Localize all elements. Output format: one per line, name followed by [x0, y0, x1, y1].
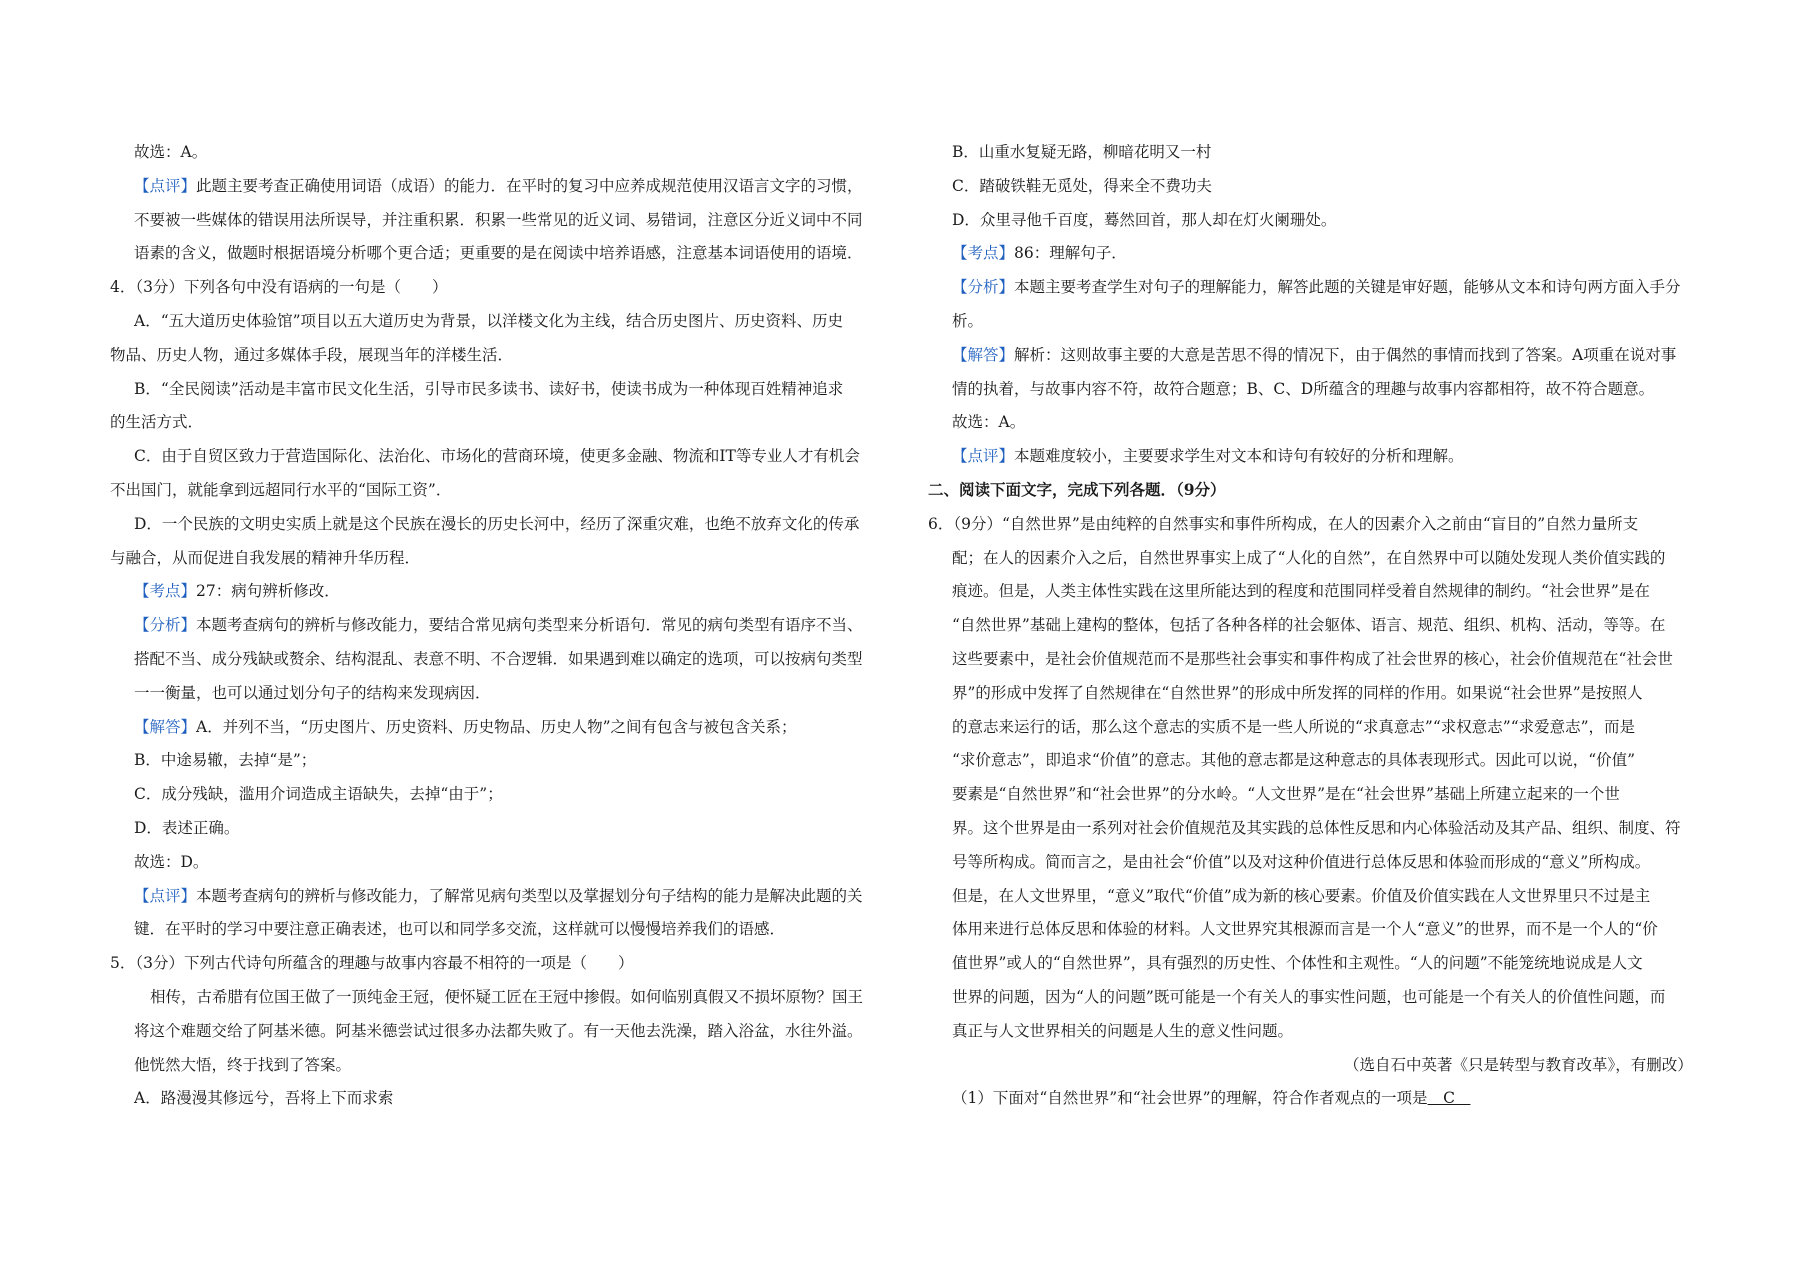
line-text: 的意志来运行的话，那么这个意志的实质不是一些人所说的“求真意志”“求权意志”“求爱意志”，而是: [952, 717, 1636, 736]
line-text: 语素的含义，做题时根据语境分析哪个更合适；更重要的是在阅读中培养语感，注意基本词语使用的语境．: [134, 244, 863, 263]
line-text: 27：病句辨析修改．: [196, 582, 340, 601]
line-text: D．表述正确。: [134, 819, 240, 837]
section-tag: 【解答】: [952, 345, 1015, 364]
line-text: 真正与人文世界相关的问题是人生的意义性问题。: [952, 1021, 1294, 1040]
line-text: 本题主要考查学生对句子的理解能力，解答此题的关键是审好题，能够从文本和诗句两方面入手分: [1014, 278, 1681, 297]
left-text-line: [134, 581, 340, 601]
line-text: A．并列不当，“历史图片、历史资料、历史物品、历史人物”之间有包含与被包含关系；: [196, 717, 797, 736]
line-text: 他恍然大悟，终于找到了答案。: [134, 1055, 352, 1074]
right-text-line: [952, 886, 1650, 906]
section-tag: 【考点】: [134, 582, 197, 601]
line-text: 世界的问题，因为“人的问题”既可能是一个有关人的事实性问题，也可能是一个有关人的价值性问题，而: [952, 988, 1666, 1006]
right-text-line: [952, 987, 1665, 1007]
line-text: 故选：A。: [952, 413, 1026, 432]
left-text-line: [134, 446, 860, 466]
line-text: 搭配不当、成分残缺或赘余、结构混乱、表意不明、不合逻辑．如果遇到难以确定的选项，可以按病句类型: [134, 650, 863, 668]
line-text: 二、阅读下面文字，完成下列各题．（9分）: [928, 480, 1226, 499]
left-text-line: [134, 1021, 863, 1041]
line-text: C．踏破铁鞋无觅处，得来全不费功夫: [952, 176, 1212, 195]
left-text-line: [134, 649, 863, 669]
line-text: B．中途易辙，去掉“是”；: [134, 751, 317, 770]
line-text: 本题考查病句的辨析与修改能力，了解常见病句类型以及掌握划分句子结构的能力是解决此题的关: [196, 886, 863, 905]
line-text: C．成分残缺，滥用介词造成主语缺失，去掉“由于”；: [134, 785, 503, 804]
left-text-line: [134, 750, 316, 770]
answer-blank: C: [1427, 1089, 1471, 1108]
right-text-line: [952, 581, 1650, 601]
section-tag: 【考点】: [952, 244, 1015, 263]
section-tag: 【点评】: [134, 886, 197, 905]
left-text-line: [134, 784, 503, 804]
left-text-line: [134, 615, 863, 635]
line-text: 5．（3分）下列古代诗句所蕴含的理趣与故事内容最不相符的一项是（ ）: [110, 954, 634, 973]
left-text-line: [134, 1055, 351, 1075]
line-text: 析。: [952, 312, 984, 330]
right-text-line: [952, 277, 1681, 297]
left-text-line: [134, 210, 863, 230]
line-text: 物品、历史人物，通过多媒体手段，展现当年的洋楼生活．: [110, 345, 514, 364]
right-text-line: [952, 345, 1676, 365]
left-text-line: [134, 683, 491, 703]
right-text-line: [952, 615, 1665, 635]
right-text-line: [1344, 1055, 1693, 1075]
line-text: 4．（3分）下列各句中没有语病的一句是（ ）: [110, 278, 448, 297]
line-text: D．一个民族的文明史实质上就是这个民族在漫长的历史长河中，经历了深重灾难，也绝不放弃文化的传承: [134, 514, 860, 533]
line-text: 与融合，从而促进自我发展的精神升华历程．: [110, 548, 421, 567]
line-text: （1）下面对“自然世界”和“社会世界”的理解，符合作者观点的一项是: [952, 1089, 1428, 1108]
line-text: 故选：A。: [134, 143, 208, 161]
line-text: “自然世界”基础上建构的整体，包括了各种各样的社会躯体、语言、规范、组织、机构、活动，等等。在: [952, 616, 1666, 635]
right-text-line: [952, 649, 1673, 669]
line-text: 号等所构成。简而言之，是由社会“价值”以及对这种价值进行总体反思和体验而形成的“意义”所构成。: [952, 852, 1651, 871]
right-text-line: [952, 142, 1211, 162]
line-text: 将这个难题交给了阿基米德。阿基米德尝试过很多办法都失败了。有一天他去洗澡，踏入浴盆，水往外溢。: [134, 1021, 863, 1040]
right-text-line: [952, 311, 983, 331]
right-text-line: [952, 379, 1654, 399]
line-text: 不出国门，就能拿到远超同行水平的“国际工资”．: [110, 481, 452, 499]
left-text-line: [110, 412, 203, 432]
right-text-line: [952, 1088, 1470, 1108]
right-text-line: [952, 446, 1464, 466]
left-text-line: [134, 176, 863, 196]
line-text: 故选：D。: [134, 852, 209, 871]
right-text-line: [952, 953, 1643, 973]
line-text: 体用来进行总体反思和体验的材料。人文世界究其根源而言是一个人“意义”的世界，而不是一个人的“价: [952, 920, 1658, 939]
line-text: “求价意志”，即追求“价值”的意志。其他的意志都是这种意志的具体表现形式。因此可以说，“价值”: [952, 751, 1636, 770]
left-text-line: [134, 142, 207, 162]
left-text-line: [134, 886, 863, 906]
left-text-line: [134, 311, 843, 331]
right-text-line: [952, 548, 1665, 568]
line-text: 本题难度较小，主要要求学生对文本和诗句有较好的分析和理解。: [1014, 447, 1464, 466]
line-text: 界”的形成中发挥了自然规律在“自然世界”的形成中所发挥的同样的作用。如果说“社会世界”是按照人: [952, 683, 1643, 702]
left-text-line: [134, 852, 208, 872]
line-text: 要素是“自然世界”和“社会世界”的分水岭。“人文世界”是在“社会世界”基础上所建立起来的一个世: [952, 785, 1620, 804]
left-text-line: [134, 243, 863, 263]
line-text: C．由于自贸区致力于营造国际化、法治化、市场化的营商环境，使更多金融、物流和IT等专业人才有机会: [134, 447, 860, 466]
line-text: 但是，在人文世界里，“意义”取代“价值”成为新的核心要素。价值及价值实践在人文世界里只不过是主: [952, 886, 1651, 905]
section-tag: 【解答】: [134, 717, 197, 736]
line-text: 86：理解句子．: [1014, 244, 1127, 263]
left-text-line: [134, 514, 859, 534]
left-text-line: [110, 345, 513, 365]
line-text: A．路漫漫其修远兮，吾将上下而求索: [134, 1089, 394, 1108]
left-text-line: [150, 987, 863, 1007]
line-text: 情的执着，与故事内容不符，故符合题意；B、C、D所蕴含的理趣与故事内容都相符，故不符合题意。: [952, 379, 1655, 398]
left-text-line: [134, 717, 797, 737]
right-text-line: [952, 683, 1643, 703]
right-text-line: [952, 784, 1620, 804]
line-text: 痕迹。但是，人类主体性实践在这里所能达到的程度和范围同样受着自然规律的制约。“社会世界”是在: [952, 582, 1650, 601]
line-text: A．“五大道历史体验馆”项目以五大道历史为背景，以洋楼文化为主线，结合历史图片、历史资料、历史: [134, 312, 844, 330]
line-text: 这些要素中，是社会价值规范而不是那些社会事实和事件构成了社会世界的核心，社会价值规范在“社会世: [952, 650, 1673, 668]
line-text: （选自石中英著《只是转型与教育改革》，有删改）: [1344, 1055, 1693, 1074]
left-text-line: [134, 1088, 393, 1108]
section-tag: 【点评】: [952, 447, 1015, 466]
right-text-line: [952, 176, 1212, 196]
left-text-line: [110, 953, 633, 973]
line-text: 解析：这则故事主要的大意是苦思不得的情况下，由于偶然的事情而找到了答案。A项重在说对事: [1014, 345, 1677, 364]
right-text-line: [952, 210, 1336, 230]
left-text-line: [134, 379, 843, 399]
left-text-line: [134, 919, 785, 939]
right-text-line: [952, 412, 1025, 432]
right-text-line: [952, 852, 1650, 872]
section-tag: 【分析】: [134, 616, 197, 635]
line-text: 界。这个世界是由一系列对社会价值规范及其实践的总体性反思和内心体验活动及其产品、组织、制度、符: [952, 819, 1681, 837]
right-text-line: [952, 919, 1658, 939]
line-text: 一一衡量，也可以通过划分句子的结构来发现病因．: [134, 683, 491, 702]
section-tag: 【分析】: [952, 278, 1015, 297]
right-text-line: [928, 514, 1638, 534]
line-text: 6．（9分）“自然世界”是由纯粹的自然事实和事件所构成，在人的因素介入之前由“盲目的”自然力量所支: [928, 514, 1639, 533]
line-text: 键．在平时的学习中要注意正确表述，也可以和同学多交流，这样就可以慢慢培养我们的语感．: [134, 920, 786, 939]
line-text: 值世界”或人的“自然世界”，具有强烈的历史性、个体性和主观性。“人的问题”不能笼统地说成是人文: [952, 954, 1643, 973]
line-text: 此题主要考查正确使用词语（成语）的能力．在平时的复习中应养成规范使用汉语言文字的习惯，: [196, 176, 863, 195]
line-text: 相传，古希腊有位国王做了一顶纯金王冠，便怀疑工匠在王冠中掺假。如何临别真假又不损坏原物？国王: [150, 988, 864, 1006]
right-text-line: [952, 717, 1635, 737]
left-text-line: [110, 548, 420, 568]
line-text: 不要被一些媒体的错误用法所误导，并注重积累．积累一些常见的近义词、易错词，注意区分近义词中不同: [134, 210, 863, 229]
left-text-line: [134, 818, 239, 838]
right-text-line: [952, 1021, 1293, 1041]
right-text-line: [928, 480, 1226, 500]
line-text: B．“全民阅读”活动是丰富市民文化生活，引导市民多读书、读好书，使读书成为一种体现百姓精神追求: [134, 379, 844, 398]
line-text: 配；在人的因素介入之后，自然世界事实上成了“人化的自然”，在自然界中可以随处发现人类价值实践的: [952, 548, 1666, 567]
line-text: B．山重水复疑无路，柳暗花明又一村: [952, 143, 1212, 161]
section-tag: 【点评】: [134, 176, 197, 195]
right-text-line: [952, 818, 1681, 838]
right-text-line: [952, 243, 1127, 263]
line-text: 本题考查病句的辨析与修改能力，要结合常见病句类型来分析语句．常见的病句类型有语序不当、: [196, 616, 863, 635]
line-text: 的生活方式．: [110, 413, 204, 432]
left-text-line: [110, 277, 447, 297]
right-text-line: [952, 750, 1635, 770]
left-text-line: [110, 480, 451, 500]
line-text: D．众里寻他千百度，蓦然回首，那人却在灯火阑珊处。: [952, 210, 1337, 229]
